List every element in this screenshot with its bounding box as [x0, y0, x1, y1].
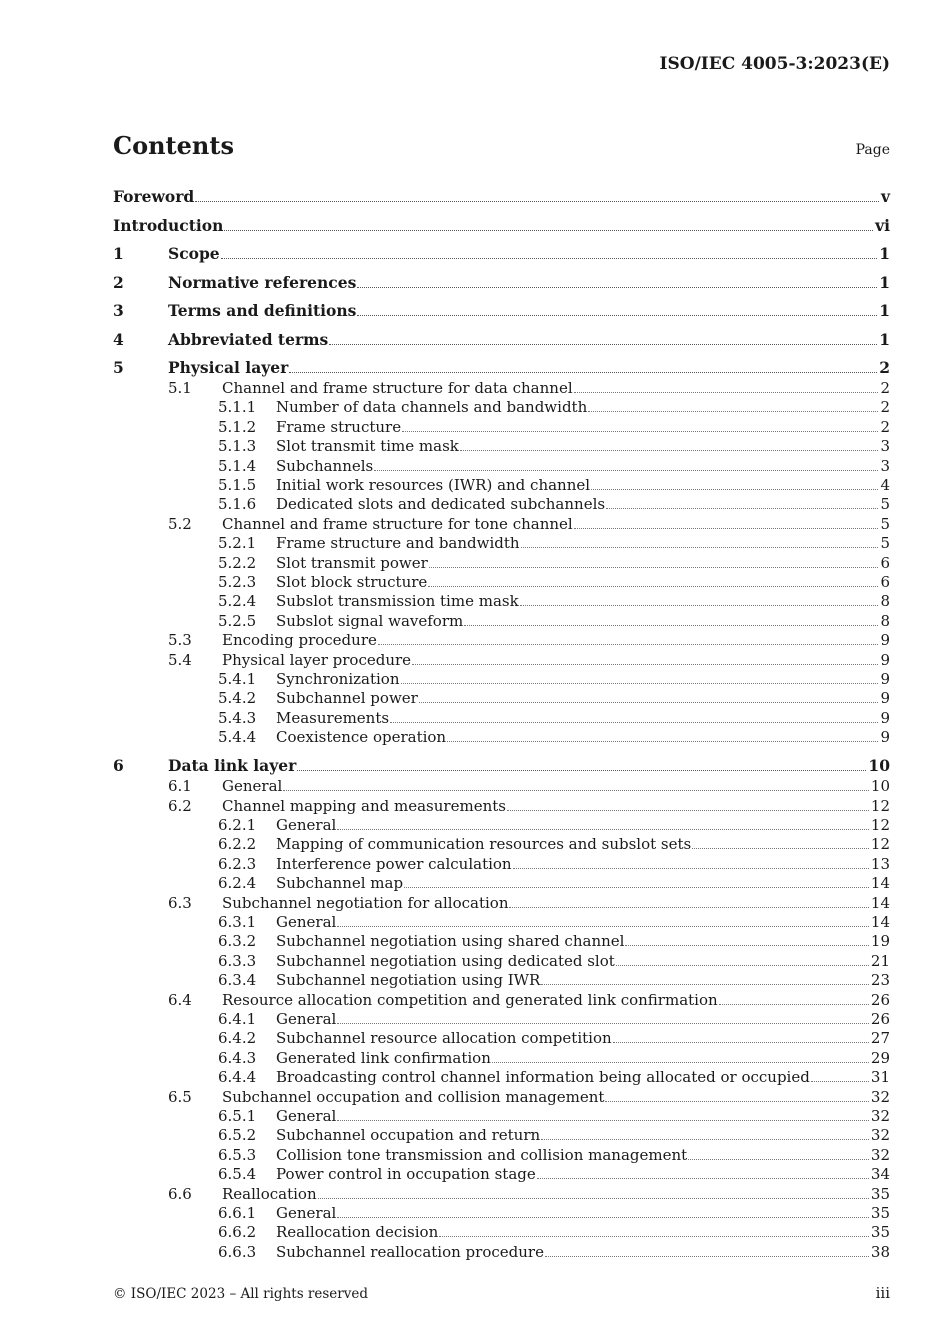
toc-entry-title: Channel and frame structure for tone channel: [222, 515, 573, 533]
toc-entry[interactable]: [0, 951, 950, 971]
toc-entry[interactable]: [0, 330, 950, 350]
toc-entry-page: 14: [870, 894, 890, 912]
toc-entry-page: 9: [880, 651, 890, 669]
toc-entry-title: Subchannel occupation and collision management: [222, 1088, 605, 1106]
toc-entry-page: 5: [880, 495, 890, 513]
toc-entry[interactable]: [0, 1067, 950, 1087]
toc-entry-title: Broadcasting control channel information being allocated or occupied: [276, 1068, 810, 1086]
toc-dot-leader: [337, 1120, 869, 1121]
toc-entry[interactable]: [0, 1145, 950, 1165]
toc-entry[interactable]: [0, 475, 950, 495]
toc-dot-leader: [545, 1256, 869, 1257]
toc-entry-title: Subchannel negotiation for allocation: [222, 894, 509, 912]
toc-entry-title: Subchannel negotiation using IWR: [276, 971, 541, 989]
toc-dot-leader: [574, 528, 879, 529]
toc-entry-page: 2: [880, 398, 890, 416]
toc-entry-title: Synchronization: [276, 670, 400, 688]
toc-dot-leader: [616, 965, 869, 966]
toc-entry-title: Channel mapping and measurements: [222, 797, 506, 815]
toc-entry-title: Reallocation: [222, 1185, 317, 1203]
toc-dot-leader: [429, 567, 879, 568]
toc-entry-title: Initial work resources (IWR) and channel: [276, 476, 591, 494]
toc-entry-number: 5.2.2: [218, 554, 257, 572]
toc-entry-page: 9: [880, 728, 890, 746]
toc-entry-title: Subchannel power: [276, 689, 418, 707]
toc-dot-leader: [357, 287, 877, 288]
toc-entry-page: 10: [868, 756, 890, 775]
footer-copyright: © ISO/IEC 2023 – All rights reserved: [113, 1286, 368, 1302]
toc-entry-title: Encoding procedure: [222, 631, 377, 649]
toc-entry[interactable]: [0, 1203, 950, 1223]
toc-entry-title: Subchannel reallocation procedure: [276, 1243, 544, 1261]
toc-entry[interactable]: [0, 1184, 950, 1204]
toc-entry[interactable]: [0, 1164, 950, 1184]
toc-entry-number: 5.3: [168, 631, 192, 649]
toc-entry-number: 6.5.1: [218, 1107, 257, 1125]
toc-entry[interactable]: [0, 216, 950, 236]
toc-entry-page: 34: [870, 1165, 890, 1183]
toc-entry-number: 5.2.3: [218, 573, 257, 591]
toc-entry[interactable]: [0, 834, 950, 854]
toc-entry-number: 6.3.3: [218, 952, 257, 970]
toc-dot-leader: [688, 1159, 869, 1160]
toc-entry-title: General: [276, 1107, 337, 1125]
toc-entry[interactable]: [0, 456, 950, 476]
toc-entry-number: 5.1.6: [218, 495, 257, 513]
toc-entry-title: Subchannel negotiation using dedicated slot: [276, 952, 615, 970]
toc-entry-page: 5: [880, 515, 890, 533]
toc-entry[interactable]: [0, 1087, 950, 1107]
toc-entry-page: 14: [870, 874, 890, 892]
toc-entry[interactable]: [0, 776, 950, 796]
toc-dot-leader: [692, 848, 869, 849]
toc-entry-page: 2: [880, 379, 890, 397]
toc-entry[interactable]: [0, 990, 950, 1010]
toc-dot-leader: [541, 984, 869, 985]
toc-entry-title: Subchannel negotiation using shared channel: [276, 932, 625, 950]
toc-entry-number: 6.3.2: [218, 932, 257, 950]
toc-entry-page: 6: [880, 573, 890, 591]
toc-entry-page: 32: [870, 1146, 890, 1164]
toc-entry-number: 5.2: [168, 515, 192, 533]
toc-entry[interactable]: [0, 796, 950, 816]
toc-entry-number: 6.2.4: [218, 874, 257, 892]
toc-entry-number: 6.4.2: [218, 1029, 257, 1047]
toc-entry[interactable]: [0, 301, 950, 321]
toc-entry-number: 6.5.4: [218, 1165, 257, 1183]
toc-entry-number: 6.5.3: [218, 1146, 257, 1164]
toc-dot-leader: [613, 1042, 869, 1043]
toc-entry-title: Mapping of communication resources and subslot sets: [276, 835, 692, 853]
toc-dot-leader: [337, 926, 869, 927]
toc-entry-number: 5.1.2: [218, 418, 257, 436]
toc-entry[interactable]: [0, 873, 950, 893]
toc-entry-number: 6.2.1: [218, 816, 257, 834]
toc-entry-title: Dedicated slots and dedicated subchannels: [276, 495, 606, 513]
toc-entry-number: 5: [113, 358, 124, 377]
toc-entry-number: 5.2.1: [218, 534, 257, 552]
toc-entry[interactable]: [0, 688, 950, 708]
toc-entry-number: 6.5: [168, 1088, 192, 1106]
toc-entry[interactable]: [0, 1048, 950, 1068]
toc-entry-number: 5.2.5: [218, 612, 257, 630]
toc-entry-title: Physical layer procedure: [222, 651, 412, 669]
toc-dot-leader: [401, 683, 879, 684]
toc-entry[interactable]: [0, 533, 950, 553]
toc-dot-leader: [357, 315, 877, 316]
toc-entry-title: Slot transmit time mask: [276, 437, 459, 455]
toc-dot-leader: [521, 547, 879, 548]
toc-dot-leader: [811, 1081, 869, 1082]
toc-entry-number: 6.6: [168, 1185, 192, 1203]
toc-entry-title: Generated link confirmation: [276, 1049, 491, 1067]
toc-entry-number: 5.1.4: [218, 457, 257, 475]
toc-entry[interactable]: [0, 970, 950, 990]
toc-entry-number: 4: [113, 330, 124, 349]
toc-entry-title: Subslot transmission time mask: [276, 592, 519, 610]
toc-entry-title: Subslot signal waveform: [276, 612, 464, 630]
toc-entry-title: Reallocation decision: [276, 1223, 439, 1241]
toc-entry-page: 27: [870, 1029, 890, 1047]
toc-entry-page: 26: [870, 991, 890, 1009]
toc-entry-page: 1: [879, 301, 890, 320]
toc-dot-leader: [460, 450, 879, 451]
toc-entry[interactable]: [0, 358, 950, 378]
toc-entry-number: 2: [113, 273, 124, 292]
toc-entry[interactable]: [0, 669, 950, 689]
toc-entry-number: 6.6.2: [218, 1223, 257, 1241]
toc-dot-leader: [283, 790, 869, 791]
toc-entry-title: Scope: [168, 244, 220, 263]
toc-entry-page: 9: [880, 631, 890, 649]
toc-dot-leader: [439, 1236, 869, 1237]
toc-entry-number: 5.4: [168, 651, 192, 669]
toc-entry-number: 3: [113, 301, 124, 320]
toc-dot-leader: [221, 258, 878, 259]
toc-dot-leader: [195, 201, 879, 202]
toc-entry-title: Subchannel map: [276, 874, 404, 892]
toc-entry-number: 5.4.1: [218, 670, 257, 688]
toc-entry[interactable]: [0, 436, 950, 456]
toc-entry[interactable]: [0, 591, 950, 611]
toc-entry[interactable]: [0, 912, 950, 932]
toc-entry-number: 5.4.2: [218, 689, 257, 707]
toc-entry-title: Power control in occupation stage: [276, 1165, 536, 1183]
toc-entry-title: Number of data channels and bandwidth: [276, 398, 588, 416]
page-column-label: Page: [855, 142, 890, 158]
toc-entry[interactable]: [0, 572, 950, 592]
toc-entry-page: 1: [879, 330, 890, 349]
toc-entry-number: 6.4: [168, 991, 192, 1009]
toc-dot-leader: [492, 1062, 869, 1063]
toc-entry[interactable]: [0, 1106, 950, 1126]
toc-entry[interactable]: [0, 893, 950, 913]
toc-dot-leader: [337, 1023, 869, 1024]
toc-entry-page: 35: [870, 1185, 890, 1203]
toc-entry-page: 13: [870, 855, 890, 873]
toc-entry-number: 6.4.3: [218, 1049, 257, 1067]
toc-entry-page: 4: [880, 476, 890, 494]
toc-entry-page: 14: [870, 913, 890, 931]
toc-entry-title: General: [276, 816, 337, 834]
toc-entry-number: 6.4.4: [218, 1068, 257, 1086]
toc-entry-title: Measurements: [276, 709, 390, 727]
toc-entry[interactable]: [0, 1242, 950, 1262]
toc-entry-page: 1: [879, 273, 890, 292]
toc-entry-page: 8: [880, 592, 890, 610]
toc-entry-title: Collision tone transmission and collision management: [276, 1146, 688, 1164]
toc-entry[interactable]: [0, 931, 950, 951]
toc-entry-number: 6: [113, 756, 124, 775]
toc-entry-page: 5: [880, 534, 890, 552]
footer-page-number: iii: [875, 1284, 890, 1302]
toc-dot-leader: [537, 1178, 869, 1179]
toc-entry-title: Frame structure: [276, 418, 402, 436]
toc-entry-number: 6.2: [168, 797, 192, 815]
toc-dot-leader: [574, 392, 879, 393]
toc-entry-title: Frame structure and bandwidth: [276, 534, 520, 552]
toc-entry-title: Resource allocation competition and generated link confirmation: [222, 991, 718, 1009]
toc-entry-title: Slot transmit power: [276, 554, 428, 572]
toc-entry-number: 1: [113, 244, 124, 263]
toc-dot-leader: [606, 508, 878, 509]
toc-entry-page: 32: [870, 1126, 890, 1144]
toc-entry-title: Interference power calculation: [276, 855, 512, 873]
toc-entry-page: 12: [870, 797, 890, 815]
toc-entry-title: Normative references: [168, 273, 357, 292]
toc-entry-page: 21: [870, 952, 890, 970]
toc-entry[interactable]: [0, 756, 950, 776]
toc-entry-title: General: [276, 1204, 337, 1222]
toc-dot-leader: [588, 411, 878, 412]
toc-dot-leader: [625, 945, 868, 946]
toc-dot-leader: [378, 644, 879, 645]
toc-entry-title: Subchannel occupation and return: [276, 1126, 541, 1144]
toc-entry-title: Foreword: [113, 187, 195, 206]
toc-entry[interactable]: [0, 553, 950, 573]
toc-entry[interactable]: [0, 727, 950, 747]
toc-dot-leader: [464, 625, 878, 626]
toc-entry-number: 6.6.1: [218, 1204, 257, 1222]
toc-entry[interactable]: [0, 273, 950, 293]
toc-entry[interactable]: [0, 1222, 950, 1242]
toc-dot-leader: [719, 1004, 869, 1005]
toc-entry[interactable]: [0, 630, 950, 650]
toc-entry-page: 19: [870, 932, 890, 950]
toc-entry-title: General: [222, 777, 283, 795]
toc-dot-leader: [224, 230, 873, 231]
toc-entry-number: 6.2.2: [218, 835, 257, 853]
toc-entry-page: 9: [880, 709, 890, 727]
toc-entry-title: Data link layer: [168, 756, 297, 775]
toc-entry-title: Terms and definitions: [168, 301, 357, 320]
toc-entry-page: 3: [880, 437, 890, 455]
toc-entry[interactable]: [0, 494, 950, 514]
toc-entry[interactable]: [0, 378, 950, 398]
toc-entry-title: Slot block structure: [276, 573, 428, 591]
toc-entry-page: 8: [880, 612, 890, 630]
toc-dot-leader: [318, 1198, 869, 1199]
toc-entry[interactable]: [0, 854, 950, 874]
toc-entry[interactable]: [0, 1125, 950, 1145]
toc-dot-leader: [447, 741, 878, 742]
toc-entry-title: Coexistence operation: [276, 728, 447, 746]
toc-entry-page: 26: [870, 1010, 890, 1028]
toc-entry-page: 12: [870, 816, 890, 834]
toc-entry[interactable]: [0, 187, 950, 207]
toc-entry-page: 35: [870, 1204, 890, 1222]
toc-dot-leader: [513, 868, 869, 869]
toc-entry-number: 6.1: [168, 777, 192, 795]
toc-entry[interactable]: [0, 708, 950, 728]
toc-entry[interactable]: [0, 1009, 950, 1029]
toc-dot-leader: [605, 1101, 868, 1102]
toc-entry-title: General: [276, 1010, 337, 1028]
toc-entry[interactable]: [0, 244, 950, 264]
toc-entry-page: 9: [880, 689, 890, 707]
toc-dot-leader: [412, 664, 878, 665]
toc-entry[interactable]: [0, 611, 950, 631]
toc-entry-title: Physical layer: [168, 358, 289, 377]
toc-entry[interactable]: [0, 514, 950, 534]
toc-entry[interactable]: [0, 815, 950, 835]
toc-dot-leader: [541, 1139, 869, 1140]
toc-entry-page: 2: [879, 358, 890, 377]
toc-dot-leader: [337, 829, 869, 830]
toc-entry-page: 32: [870, 1088, 890, 1106]
toc-dot-leader: [507, 810, 869, 811]
toc-dot-leader: [297, 770, 866, 771]
toc-entry[interactable]: [0, 650, 950, 670]
toc-entry[interactable]: [0, 397, 950, 417]
toc-entry-page: 10: [870, 777, 890, 795]
toc-entry-page: v: [880, 187, 890, 206]
toc-entry-number: 6.6.3: [218, 1243, 257, 1261]
toc-entry-page: 38: [870, 1243, 890, 1261]
toc-entry-number: 5.1.3: [218, 437, 257, 455]
toc-entry-number: 5.1.1: [218, 398, 257, 416]
toc-entry-page: 32: [870, 1107, 890, 1125]
toc-dot-leader: [404, 887, 869, 888]
toc-entry-number: 6.3.4: [218, 971, 257, 989]
toc-entry-title: Channel and frame structure for data channel: [222, 379, 573, 397]
toc-entry-page: 29: [870, 1049, 890, 1067]
toc-entry-title: Abbreviated terms: [168, 330, 329, 349]
toc-entry-page: 31: [870, 1068, 890, 1086]
contents-title: Contents: [113, 131, 234, 160]
toc-entry-title: General: [276, 913, 337, 931]
toc-dot-leader: [402, 431, 878, 432]
toc-dot-leader: [419, 702, 879, 703]
toc-entry-page: 6: [880, 554, 890, 572]
toc-entry-number: 5.4.4: [218, 728, 257, 746]
toc-entry-number: 6.3.1: [218, 913, 257, 931]
toc-dot-leader: [374, 470, 878, 471]
toc-entry-number: 5.4.3: [218, 709, 257, 727]
toc-entry-number: 5.2.4: [218, 592, 257, 610]
toc-dot-leader: [428, 586, 878, 587]
toc-entry-title: Introduction: [113, 216, 224, 235]
toc-entry-page: vi: [875, 216, 890, 235]
toc-dot-leader: [591, 489, 878, 490]
toc-entry[interactable]: [0, 1028, 950, 1048]
toc-dot-leader: [520, 605, 879, 606]
toc-dot-leader: [390, 722, 878, 723]
toc-entry-number: 6.3: [168, 894, 192, 912]
toc-dot-leader: [509, 907, 868, 908]
toc-entry-number: 5.1.5: [218, 476, 257, 494]
toc-entry-number: 6.2.3: [218, 855, 257, 873]
toc-entry-page: 9: [880, 670, 890, 688]
toc-entry-number: 5.1: [168, 379, 192, 397]
toc-entry-title: Subchannels: [276, 457, 374, 475]
toc-entry[interactable]: [0, 417, 950, 437]
toc-entry-title: Subchannel resource allocation competition: [276, 1029, 612, 1047]
toc-entry-page: 3: [880, 457, 890, 475]
toc-entry-number: 6.5.2: [218, 1126, 257, 1144]
toc-entry-page: 35: [870, 1223, 890, 1241]
toc-dot-leader: [337, 1217, 869, 1218]
toc-entry-page: 2: [880, 418, 890, 436]
document-code: ISO/IEC 4005-3:2023(E): [659, 54, 890, 74]
toc-dot-leader: [289, 372, 877, 373]
toc-entry-page: 12: [870, 835, 890, 853]
toc-entry-page: 23: [870, 971, 890, 989]
toc-entry-page: 1: [879, 244, 890, 263]
toc-dot-leader: [329, 344, 877, 345]
toc-entry-number: 6.4.1: [218, 1010, 257, 1028]
